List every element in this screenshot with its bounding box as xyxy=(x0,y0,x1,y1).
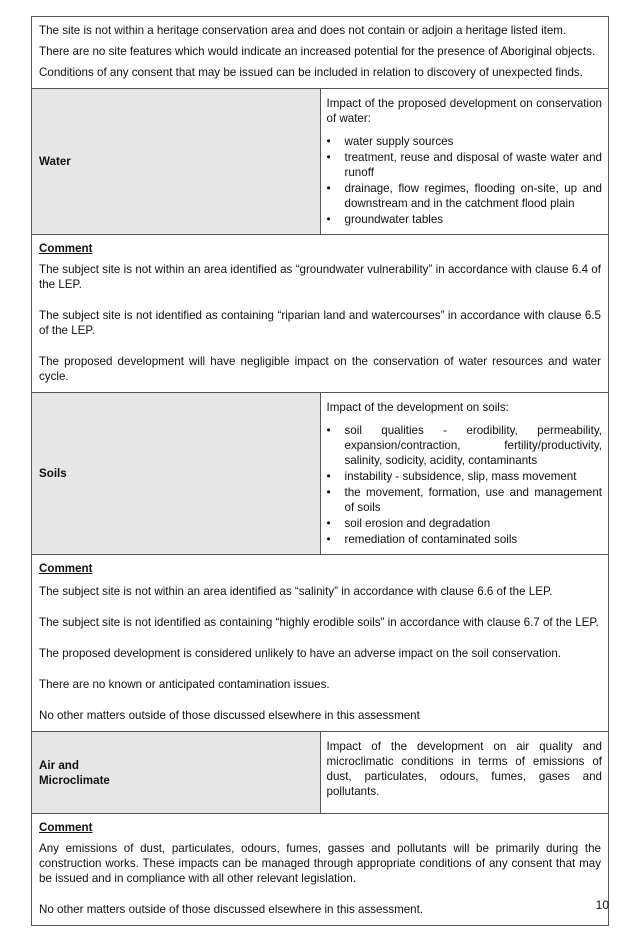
water-intro: Impact of the proposed development on conservation of water: xyxy=(326,97,602,125)
air-comment-cell xyxy=(32,814,609,926)
soils-description xyxy=(320,393,609,555)
air-intro: Impact of the development on air quality and microclimatic conditions in terms of emissions of dust, particulates, odours, fumes, gases and pollutants. xyxy=(326,740,602,798)
air-label-line-2: Microclimate xyxy=(39,773,110,787)
water-comment-3: The proposed development will have negligible impact on the conservation of water resources and water cycle. xyxy=(39,355,601,383)
water-label: Water xyxy=(32,89,321,235)
heritage-comment-cell xyxy=(32,17,609,89)
soils-comment-1: The subject site is not within an area identified as “salinity” in accordance with clause 6.6 of the LEP. xyxy=(39,585,553,598)
soils-comment-5: No other matters outside of those discussed elsewhere in this assessment xyxy=(39,709,420,722)
soils-comment-heading: Comment xyxy=(39,562,93,575)
heritage-line-1: The site is not within a heritage conservation area and does not contain or adjoin a heritage listed item. xyxy=(39,24,567,37)
assessment-page xyxy=(31,16,609,926)
air-label-line-1: Air and xyxy=(39,758,79,772)
list-item: • soil erosion and degradation xyxy=(327,516,603,531)
air-description xyxy=(320,732,609,814)
water-comment-1: The subject site is not within an area identified as “groundwater vulnerability” in accordance with clause 6.4 of the LEP. xyxy=(39,263,601,291)
air-comment-2: No other matters outside of those discussed elsewhere in this assessment. xyxy=(39,903,424,916)
heritage-line-3: Conditions of any consent that may be issued can be included in relation to discovery of unexpected finds. xyxy=(39,66,583,79)
page-number: 10 xyxy=(595,898,609,912)
list-item: • water supply sources xyxy=(327,134,603,149)
soils-comment-2: The subject site is not identified as containing “highly erodible soils” in accordance with clause 6.7 of the LEP. xyxy=(39,616,599,629)
list-item: • drainage, flow regimes, flooding on-site, up and downstream and in the catchment flood plain xyxy=(327,181,603,211)
air-comment-row xyxy=(32,814,609,926)
water-comment-2: The subject site is not identified as containing “riparian land and watercourses” in accordance with clause 6.5 of the LEP. xyxy=(39,309,601,337)
soils-comment-cell xyxy=(32,555,609,732)
air-row xyxy=(32,732,609,814)
soils-row xyxy=(32,393,609,555)
assessment-table xyxy=(31,16,609,926)
water-list xyxy=(327,134,603,227)
water-comment-cell xyxy=(32,235,609,393)
list-item: • soil qualities - erodibility, permeability, expansion/contraction, fertility/productivity, salinity, sodicity, acidity, contaminants xyxy=(327,423,603,468)
air-label xyxy=(32,732,321,814)
list-item: • the movement, formation, use and management of soils xyxy=(327,485,603,515)
water-comment-row xyxy=(32,235,609,393)
list-item: • treatment, reuse and disposal of waste water and runoff xyxy=(327,150,603,180)
list-item: • instability - subsidence, slip, mass movement xyxy=(327,469,603,484)
water-row xyxy=(32,89,609,235)
soils-comment-4: There are no known or anticipated contamination issues. xyxy=(39,678,330,691)
air-comment-1: Any emissions of dust, particulates, odours, fumes, gasses and pollutants will be primarily during the construction works. These impacts can be managed through appropriate conditions of any consent that may be issued and in compliance with all other relevant legislation. xyxy=(39,842,601,885)
list-item: • remediation of contaminated soils xyxy=(327,532,603,547)
soils-list xyxy=(327,423,603,547)
list-item: • groundwater tables xyxy=(327,212,603,227)
soils-comment-row xyxy=(32,555,609,732)
air-comment-heading: Comment xyxy=(39,821,93,834)
soils-comment-3: The proposed development is considered unlikely to have an adverse impact on the soil conservation. xyxy=(39,647,562,660)
soils-intro: Impact of the development on soils: xyxy=(326,401,509,414)
heritage-line-2: There are no site features which would indicate an increased potential for the presence of Aboriginal objects. xyxy=(39,45,596,58)
heritage-comment-row xyxy=(32,17,609,89)
water-comment-heading: Comment xyxy=(39,242,93,255)
soils-label: Soils xyxy=(32,393,321,555)
water-description xyxy=(320,89,609,235)
